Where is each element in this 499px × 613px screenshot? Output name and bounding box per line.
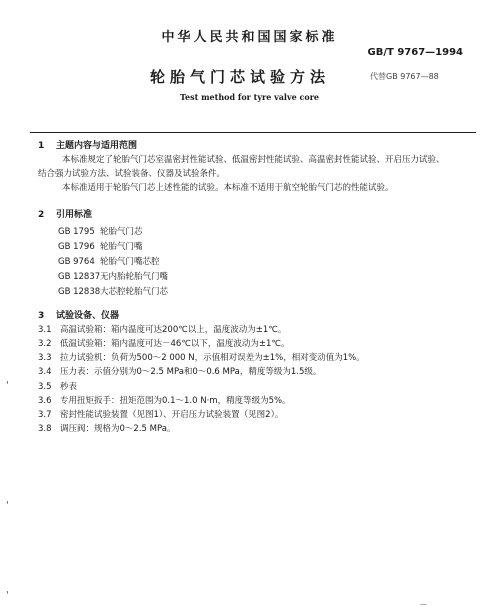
item-text: 压力表：示值分别为0～2.5 MPa和0～0.6 MPa，精度等级为1.5级。	[60, 367, 322, 377]
item-text: 低温试验箱：箱内温度可达－46℃以下，温度波动为±1℃。	[60, 339, 290, 349]
section-title: 试验设备、仪器	[56, 311, 120, 321]
equipment-item	[38, 365, 321, 377]
scan-margin-mark: '	[6, 590, 9, 601]
section-3-heading	[38, 308, 119, 321]
section-number: 2	[38, 210, 45, 220]
equipment-item	[38, 380, 77, 392]
reference-code: GB 12837	[58, 272, 101, 282]
section-title: 引用标准	[56, 210, 93, 220]
section-1-paragraph-line-1: 本标准规定了轮胎气门芯室温密封性能试验、低温密封性能试验、高温密封性能试验、开启压力试验、	[62, 155, 445, 165]
equipment-item	[38, 422, 175, 434]
item-text: 调压阀：规格为0～2.5 MPa。	[60, 424, 176, 434]
item-text: 拉力试验机：负荷为500～2 000 N，示值相对误差为±1%，相对变动值为1%。	[60, 353, 365, 363]
replaces-note: 代替GB 9767—88	[370, 72, 439, 81]
reference-code: GB 1796	[58, 242, 95, 252]
section-1-heading	[38, 138, 137, 151]
item-number: 3.4	[38, 367, 52, 377]
reference-name: 轮胎气门嘴	[100, 242, 143, 252]
national-standard-heading: 中华人民共和国国家标准	[161, 30, 338, 45]
equipment-item	[38, 323, 286, 335]
item-number: 3.7	[38, 410, 52, 420]
reference-item	[58, 240, 143, 252]
section-number: 3	[38, 311, 45, 321]
reference-code: GB 9764	[58, 257, 95, 267]
equipment-item	[38, 351, 365, 363]
item-number: 3.1	[38, 325, 52, 335]
item-text: 秒表	[60, 382, 78, 392]
header-divider	[30, 132, 476, 133]
item-text: 专用扭矩扳手：扭矩范围为0.1～1.0 N·m，精度等级为5%。	[60, 396, 291, 406]
reference-item	[58, 270, 168, 282]
section-1-paragraph-line-3: 本标准适用于轮胎气门芯上述性能的试验。本标准不适用于航空轮胎气门芯的性能试验。	[62, 183, 394, 193]
reference-name: 无内胎轮胎气门嘴	[100, 272, 169, 282]
equipment-item	[38, 394, 291, 406]
reference-item	[58, 285, 168, 297]
equipment-item	[38, 337, 289, 349]
reference-name: 轮胎气门芯	[100, 227, 143, 237]
reference-item	[58, 225, 143, 237]
item-number: 3.8	[38, 424, 52, 434]
item-number: 3.2	[38, 339, 52, 349]
section-2-heading	[38, 207, 92, 220]
item-number: 3.6	[38, 396, 52, 406]
section-1-paragraph-line-2: 结合强力试验方法、试验装备、仪器及试验条件。	[38, 169, 226, 179]
document-title: 轮胎气门芯试验方法	[149, 68, 330, 86]
reference-code: GB 12838	[58, 287, 101, 297]
reference-item	[58, 255, 160, 267]
section-title: 主题内容与适用范围	[56, 141, 138, 151]
english-title: Test method for tyre valve core	[179, 92, 319, 102]
item-number: 3.3	[38, 353, 52, 363]
section-number: 1	[38, 141, 45, 151]
reference-code: GB 1795	[58, 227, 95, 237]
item-number: 3.5	[38, 382, 52, 392]
scan-margin-mark: '	[6, 500, 9, 511]
item-text: 高温试验箱：箱内温度可达200℃以上，温度波动为±1℃。	[60, 325, 287, 335]
reference-name: 轮胎气门嘴芯腔	[100, 257, 160, 267]
scan-bottom-mark: —	[420, 600, 427, 608]
standard-number: GB/T 9767—1994	[367, 47, 463, 58]
item-text: 密封性能试验装置（见图1）、开启压力试验装置（见图2）。	[60, 410, 284, 420]
scan-margin-mark: '	[6, 380, 9, 391]
reference-name: 大芯腔轮胎气门芯	[100, 287, 169, 297]
equipment-item	[38, 408, 283, 420]
